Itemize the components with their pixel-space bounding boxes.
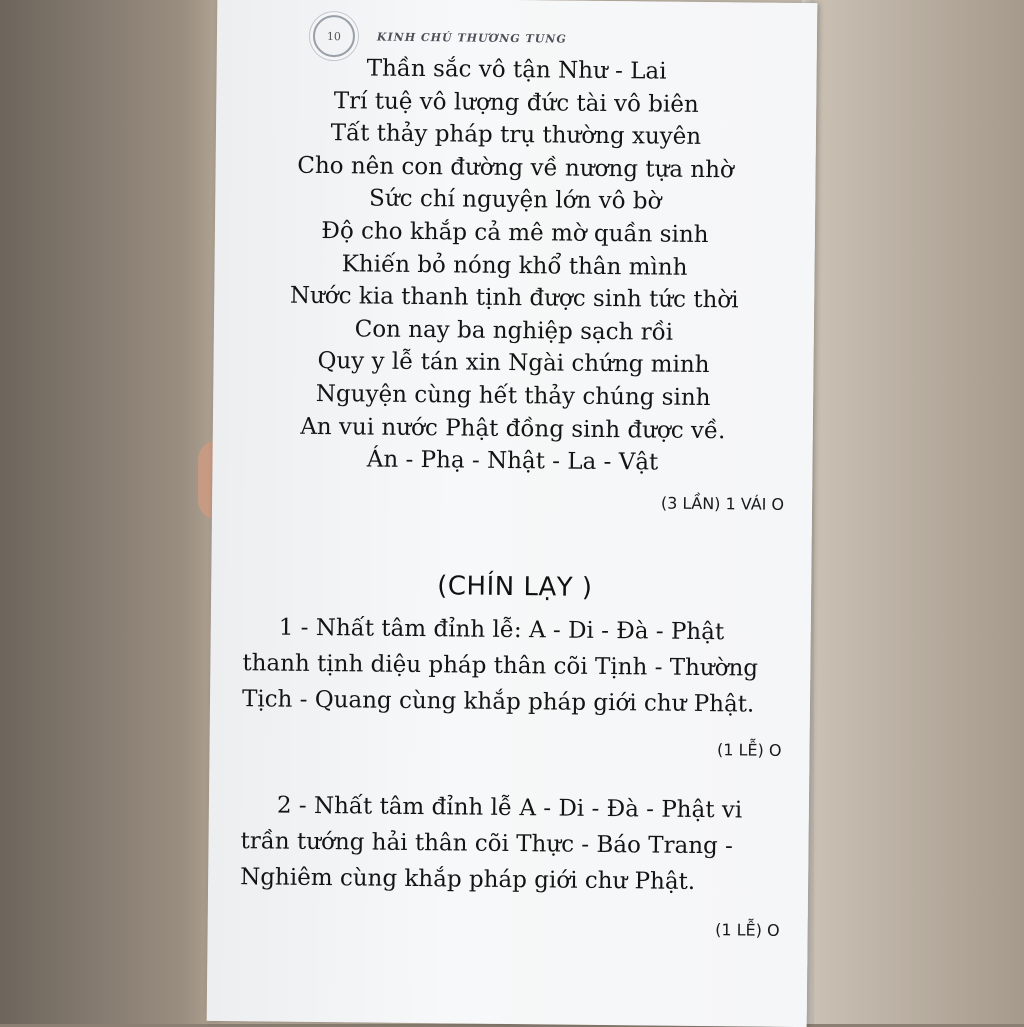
- prayer-note: (1 LỄ) O: [716, 740, 782, 760]
- book-page: [207, 0, 818, 1027]
- prayer-paragraph: [242, 609, 791, 723]
- verse-line: Khiến bỏ nóng khổ thân mình: [341, 250, 688, 281]
- prayer-line: 1 - Nhất tâm đỉnh lễ: A - Di - Đà - Phật: [278, 614, 725, 646]
- prayer-line: 2 - Nhất tâm đỉnh lễ A - Di - Đà - Phật vi: [276, 792, 743, 824]
- page-number-badge: 10: [313, 15, 355, 57]
- prayer-paragraph: [240, 787, 789, 901]
- verse-note: (3 LẦN) 1 VÁI O: [660, 493, 785, 514]
- prayer-line: Tịch - Quang cùng khắp pháp giới chư Phật.: [241, 686, 755, 718]
- verse-line: Con nay ba nghiệp sạch rồi: [354, 316, 674, 346]
- prayer-line: Nghiêm cùng khắp pháp giới chư Phật.: [240, 864, 696, 895]
- verse-line: An vui nước Phật đồng sinh được về.: [300, 413, 726, 444]
- prayer-line: trần tướng hải thân cõi Thực - Báo Trang -: [240, 828, 734, 860]
- verse-line: Án - Phạ - Nhật - La - Vật: [366, 446, 659, 476]
- verse-line: Trí tuệ vô lượng đức tài vô biên: [333, 87, 699, 118]
- verse-line: Tất thảy pháp trụ thường xuyên: [330, 120, 702, 151]
- verse-line: Nước kia thanh tịnh được sinh tức thời: [289, 282, 739, 314]
- prayer-line: thanh tịnh diệu pháp thân cõi Tịnh - Thường: [242, 650, 759, 682]
- section-title: (CHÍN LẠY ): [437, 571, 593, 603]
- verse-line: Cho nên con đường về nương tựa nhờ: [297, 152, 734, 184]
- running-title: KINH CHÚ THƯƠNG TUNG: [376, 30, 567, 46]
- verse-line: Thần sắc vô tận Như - Lai: [366, 55, 667, 85]
- verse-line: Quy y lễ tán xin Ngài chứng minh: [317, 348, 710, 379]
- prayer-note: (1 LỄ) O: [715, 920, 780, 940]
- verse-line: Độ cho khắp cả mê mờ quần sinh: [321, 217, 709, 249]
- verse-block: [212, 51, 816, 481]
- verse-line: Nguyện cùng hết thảy chúng sinh: [315, 380, 711, 412]
- verse-line: Sức chí nguyện lớn vô bờ: [368, 185, 662, 215]
